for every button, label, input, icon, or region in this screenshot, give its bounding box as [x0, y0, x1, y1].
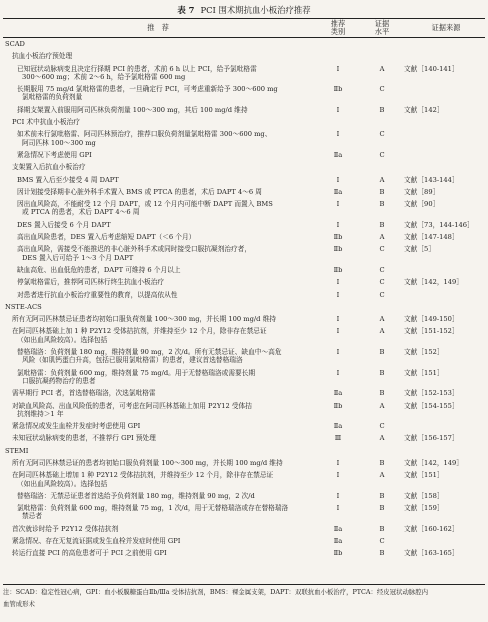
table-row — [0, 434, 488, 446]
recommendation-line: 支架置入后抗血小板治疗 — [12, 163, 86, 172]
recommendation-text — [17, 85, 297, 102]
table-row — [0, 278, 488, 290]
evidence-level: A — [379, 327, 385, 336]
recommendation-text — [12, 52, 302, 60]
table-row — [0, 200, 488, 221]
recommendation-line: 抗剂维持＞1 年 — [17, 409, 64, 418]
evidence-source: 文献［143-144］ — [404, 175, 459, 184]
evidence-source: 文献［152-153］ — [404, 389, 459, 398]
evidence-source: 文献［151-152］ — [404, 327, 459, 336]
recommendation-text — [17, 492, 297, 500]
recommendation-line: 口服抗凝药物治疗的患者 — [22, 376, 96, 385]
evidence-source: 文献［149-150］ — [404, 315, 459, 324]
recommendation-line: 对缺血风险高、出血风险低的患者，可考虑在阿司匹林基础上加用 P2Y12 受体拮 — [12, 401, 252, 410]
table-title-text: PCI 围术期抗血小板治疗推荐 — [200, 5, 311, 15]
table-row — [0, 389, 488, 401]
recommendation-line: 禁忌者 — [22, 512, 43, 521]
recommendation-class: Ⅱb — [333, 85, 343, 94]
recommendation-class: Ⅰ — [336, 200, 340, 209]
recommendation-text — [5, 303, 295, 311]
recommendation-line: 氯吡格雷：负荷剂量 600 mg，维持剂量 75 mg，1 次/d，用于无替格瑞洛或存在替格瑞洛 — [17, 504, 289, 513]
table-row — [0, 492, 488, 504]
table-row — [0, 151, 488, 163]
recommendation-line: （如出血风险较高）。选择包括 — [17, 335, 108, 344]
recommendation-class: Ⅱa — [333, 187, 343, 196]
recommendation-line: 已知冠状动脉病变且决定行择期 PCI 的患者，术前 6 h 以上 PCI，给予氯吡格雷 — [17, 64, 257, 73]
evidence-source: 文献［89］ — [404, 187, 440, 196]
table-row — [0, 459, 488, 471]
recommendation-line: 择期支架置入前服用阿司匹林负荷剂量 100～300 mg，其后 100 mg/d 维持 — [17, 105, 248, 114]
recommendation-class: Ⅱb — [333, 401, 343, 410]
recommendation-text — [17, 266, 297, 274]
recommendation-class: Ⅰ — [336, 327, 340, 336]
evidence-level: C — [379, 245, 385, 254]
recommendation-class: Ⅰ — [336, 64, 340, 73]
evidence-level: C — [379, 278, 385, 287]
evidence-source: 文献［151］ — [404, 368, 444, 377]
evidence-level: C — [379, 537, 385, 546]
recommendation-text — [12, 471, 302, 488]
evidence-source: 文献［142，149］ — [404, 458, 463, 467]
recommendation-class: Ⅰ — [336, 290, 340, 299]
header-source: 证据来源 — [431, 23, 461, 32]
recommendation-text — [12, 118, 302, 126]
recommendation-line: （如出血风险较高）。选择包括 — [17, 479, 108, 488]
recommendation-text — [17, 348, 297, 365]
table-header-rule — [3, 37, 485, 38]
evidence-level: C — [379, 130, 385, 139]
evidence-source: 文献［151］ — [404, 471, 444, 480]
recommendation-text — [17, 291, 297, 299]
table-top-rule — [3, 18, 485, 19]
table-row — [0, 118, 488, 130]
table-row — [0, 504, 488, 525]
recommendation-line: NSTE-ACS — [5, 302, 42, 311]
table-row — [0, 176, 488, 188]
header-class — [316, 20, 360, 37]
evidence-level: B — [379, 491, 385, 500]
recommendation-line: 停氯吡格雷后，推荐阿司匹林行终生抗血小板治疗 — [17, 278, 165, 287]
recommendation-class: Ⅲ — [334, 434, 342, 443]
header-class-line1: 推荐 — [330, 19, 346, 28]
recommendation-class: Ⅰ — [336, 504, 340, 513]
recommendation-line: 因计划接受择期非心脏外科手术置入 BMS 或 PTCA 的患者，术后 DAPT 4～6 周 — [17, 187, 262, 196]
table-row — [0, 327, 488, 348]
evidence-source: 文献［142，149］ — [404, 278, 463, 287]
recommendation-text — [17, 151, 297, 159]
recommendation-line: 300～600 mg；术前 2～6 h，给予氯吡格雷 600 mg — [22, 72, 186, 81]
table-title — [0, 3, 488, 17]
recommendation-line: 抗血小板治疗预处理 — [12, 52, 73, 61]
table-row — [0, 233, 488, 245]
recommendation-line: 紧急情况下考虑使用 GPI — [17, 150, 92, 159]
evidence-level: C — [379, 265, 385, 274]
recommendation-class: Ⅰ — [336, 130, 340, 139]
recommendation-text — [17, 221, 297, 229]
recommendation-line: 所有无阿司匹林禁忌证的患者均初始口服负荷剂量 100～300 mg，并长期 100 mg/d 维持 — [12, 458, 283, 467]
evidence-source: 文献［140-141］ — [404, 64, 459, 73]
recommendation-line: 氯吡格雷的负荷剂量 — [22, 93, 83, 102]
recommendation-text — [12, 163, 302, 171]
evidence-level: B — [379, 348, 385, 357]
table-row — [0, 130, 488, 151]
recommendation-text — [17, 176, 297, 184]
recommendation-text — [17, 233, 297, 241]
recommendation-text — [17, 278, 297, 286]
recommendation-line: PCI 术中抗血小板治疗 — [12, 118, 80, 127]
recommendation-class: Ⅱb — [333, 245, 343, 254]
recommendation-text — [12, 549, 302, 557]
evidence-level: C — [379, 150, 385, 159]
table-row — [0, 471, 488, 492]
evidence-source: 文献［90］ — [404, 200, 440, 209]
recommendation-text — [17, 504, 297, 521]
header-level-line2: 水平 — [374, 27, 390, 37]
evidence-level: B — [379, 105, 385, 114]
evidence-source: 文献［154-155］ — [404, 401, 459, 410]
recommendation-class: Ⅰ — [336, 220, 340, 229]
evidence-level: B — [379, 458, 385, 467]
evidence-level: B — [379, 187, 385, 196]
evidence-source: 文献［158］ — [404, 491, 444, 500]
header-class-line2: 类别 — [330, 27, 346, 37]
recommendation-class: Ⅰ — [336, 175, 340, 184]
table-bottom-rule — [3, 584, 485, 585]
recommendation-line: 所有无阿司匹林禁忌证患者均初始口服负荷剂量 100～300 mg，并长期 100 mg/d 维持 — [12, 315, 276, 324]
recommendation-class: Ⅱa — [333, 389, 343, 398]
recommendation-line: 紧急情况、存在无复流证据或发生血栓并发症时使用 GPI — [12, 537, 181, 546]
evidence-level: A — [379, 64, 385, 73]
recommendation-line: 缺血高危、出血低危的患者，DAPT 可维持 6 个月以上 — [17, 265, 181, 274]
evidence-level: A — [379, 233, 385, 242]
recommendation-line: 需早期行 PCI 者，首选替格瑞洛，次选氯吡格雷 — [12, 389, 156, 398]
recommendation-class: Ⅱa — [333, 537, 343, 546]
recommendation-line: 因出血风险高，不能耐受 12 个月 DAPT，或 12 个月内可能中断 DAPT 而置入 BMS — [17, 200, 273, 209]
evidence-level: A — [379, 175, 385, 184]
evidence-level: C — [379, 85, 385, 94]
recommendation-class: Ⅱb — [333, 549, 343, 558]
table-row — [0, 52, 488, 64]
table-row — [0, 40, 488, 52]
table-row — [0, 525, 488, 537]
table-row — [0, 163, 488, 175]
table-row — [0, 348, 488, 369]
evidence-source: 文献［159］ — [404, 504, 444, 513]
evidence-level: B — [379, 389, 385, 398]
recommendation-class: Ⅰ — [336, 105, 340, 114]
table-row — [0, 188, 488, 200]
recommendation-text — [12, 459, 302, 467]
recommendation-line: 替格瑞洛：负荷剂量 180 mg，维持剂量 90 mg，2 次/d。所有无禁忌证、缺血中～高危 — [17, 348, 282, 357]
table-row — [0, 85, 488, 106]
table-row — [0, 266, 488, 278]
table-row — [0, 106, 488, 118]
header-level — [360, 20, 404, 37]
recommendation-text — [17, 106, 297, 114]
recommendation-line: 阿司匹林 100～300 mg — [22, 138, 96, 147]
recommendation-text — [5, 447, 295, 455]
recommendation-class: Ⅱa — [333, 524, 343, 533]
recommendation-line: 在阿司匹林基础上加 1 种 P2Y12 受体拮抗剂，并维持至少 12 个月，除非存在禁忌证 — [12, 327, 267, 336]
recommendation-text — [12, 315, 302, 323]
table-row — [0, 245, 488, 266]
evidence-source: 文献［163-165］ — [404, 549, 459, 558]
table-number: 表 7 — [177, 5, 195, 15]
evidence-source: 文献［5］ — [404, 245, 436, 254]
evidence-level: B — [379, 220, 385, 229]
recommendation-text — [12, 402, 302, 419]
evidence-level: B — [379, 200, 385, 209]
recommendation-line: 高出血风险，需接受不能推迟的非心脏外科手术或同时接受口服抗凝剂治疗者， — [17, 245, 252, 254]
evidence-source: 文献［142］ — [404, 105, 444, 114]
recommendation-line: 对患者进行抗血小板治疗重要性的教育，以提高依从性 — [17, 290, 178, 299]
evidence-level: B — [379, 549, 385, 558]
evidence-level: A — [379, 315, 385, 324]
evidence-level: C — [379, 422, 385, 431]
recommendation-text — [12, 327, 302, 344]
footnote-line: 血管成形术 — [3, 600, 35, 608]
recommendation-line: 高出血风险患者，DES 置入后考虑缩短 DAPT（＜6 个月） — [17, 233, 196, 242]
recommendation-line: STEMI — [5, 446, 29, 455]
header-level-line1: 证据 — [374, 19, 390, 28]
table-row — [0, 369, 488, 390]
table-row — [0, 315, 488, 327]
recommendation-class: Ⅱb — [333, 233, 343, 242]
recommendation-text — [17, 130, 297, 147]
recommendation-line: 紧急情况或发生血栓并发症时考虑使用 GPI — [12, 422, 141, 431]
recommendation-line: 氯吡格雷：负荷剂量 600 mg，维持剂量 75 mg/d。用于无替格瑞洛或需要长期 — [17, 368, 256, 377]
recommendation-line: BMS 置入后至少接受 4 周 DAPT — [17, 175, 119, 184]
recommendation-class: Ⅰ — [336, 278, 340, 287]
recommendation-line: 转运行直接 PCI 的高危患者可于 PCI 之前使用 GPI — [12, 549, 167, 558]
evidence-source: 文献［147-148］ — [404, 233, 459, 242]
recommendation-text — [12, 434, 302, 442]
recommendation-line: 未知冠状动脉病变的患者，不推荐行 GPI 预处理 — [12, 434, 156, 443]
recommendation-text — [12, 525, 302, 533]
recommendation-text — [12, 537, 302, 545]
evidence-level: B — [379, 504, 385, 513]
evidence-source: 文献［156-157］ — [404, 434, 459, 443]
evidence-level: B — [379, 368, 385, 377]
table-body — [0, 40, 488, 562]
evidence-level: A — [379, 434, 385, 443]
evidence-level: C — [379, 290, 385, 299]
recommendation-class: Ⅱa — [333, 422, 343, 431]
recommendation-class: Ⅰ — [336, 348, 340, 357]
recommendation-text — [17, 200, 297, 217]
table-row — [0, 402, 488, 423]
evidence-source: 文献［160-162］ — [404, 524, 459, 533]
table-row — [0, 422, 488, 434]
recommendation-text — [12, 422, 302, 430]
table-row — [0, 291, 488, 303]
recommendation-class: Ⅰ — [336, 491, 340, 500]
recommendation-class: Ⅰ — [336, 368, 340, 377]
recommendation-line: 长期服用 75 mg/d 氯吡格雷的患者，一旦确定行 PCI，可考虑重新给予 300～600 mg — [17, 85, 278, 94]
recommendation-class: Ⅱb — [333, 265, 343, 274]
recommendation-text — [5, 40, 295, 48]
recommendation-line: SCAD — [5, 40, 25, 48]
recommendation-class: Ⅱa — [333, 150, 343, 159]
evidence-level: A — [379, 471, 385, 480]
footnote-line: 注：SCAD：稳定性冠心病，GPI：血小板膜糖蛋白Ⅱb/Ⅲa 受体拮抗剂，BMS：裸金属支架，DAPT：双联抗血小板治疗，PTCA：经皮冠状动脉腔内 — [3, 588, 429, 596]
recommendation-class: Ⅰ — [336, 315, 340, 324]
recommendation-line: 首次就诊时给予 P2Y12 受体拮抗剂 — [12, 524, 119, 533]
recommendation-text — [17, 369, 297, 386]
recommendation-line: 在阿司匹林基础上增加 1 种 P2Y12 受体拮抗剂，并维持至少 12 个月，除非存在禁忌证 — [12, 471, 274, 480]
recommendation-class: Ⅰ — [336, 471, 340, 480]
evidence-source: 文献［152］ — [404, 348, 444, 357]
table-row — [0, 221, 488, 233]
table-footnote — [3, 586, 485, 610]
recommendation-text — [17, 65, 297, 82]
recommendation-line: 替格瑞洛：无禁忌证患者首选给予负荷剂量 180 mg，维持剂量 90 mg，2 次/d — [17, 491, 255, 500]
recommendation-text — [12, 389, 302, 397]
table-row — [0, 447, 488, 459]
header-recommendation: 推 荐 — [147, 23, 169, 32]
recommendation-text — [17, 188, 297, 196]
table-row — [0, 537, 488, 549]
recommendation-line: 如术前未行氯吡格雷、阿司匹林预治疗，推荐口服负荷剂量氯吡格雷 300～600 mg、 — [17, 130, 272, 139]
recommendation-class: Ⅰ — [336, 458, 340, 467]
recommendation-line: 风险（如肌钙蛋白升高，包括已服用氯吡格雷）的患者，建议首选替格瑞洛 — [22, 356, 243, 365]
recommendation-text — [17, 245, 297, 262]
evidence-source: 文献［73，144-146］ — [404, 220, 474, 229]
recommendation-line: DES 置入后接受 6 个月 DAPT — [17, 220, 111, 229]
recommendation-line: 或 PTCA 的患者，术后 DAPT 4～6 周 — [22, 208, 140, 217]
table-row — [0, 549, 488, 561]
table-row — [0, 303, 488, 315]
table-row — [0, 65, 488, 86]
evidence-level: A — [379, 401, 385, 410]
recommendation-line: DES 置入后可给予 1～3 个月 DAPT — [22, 253, 134, 262]
evidence-level: B — [379, 524, 385, 533]
